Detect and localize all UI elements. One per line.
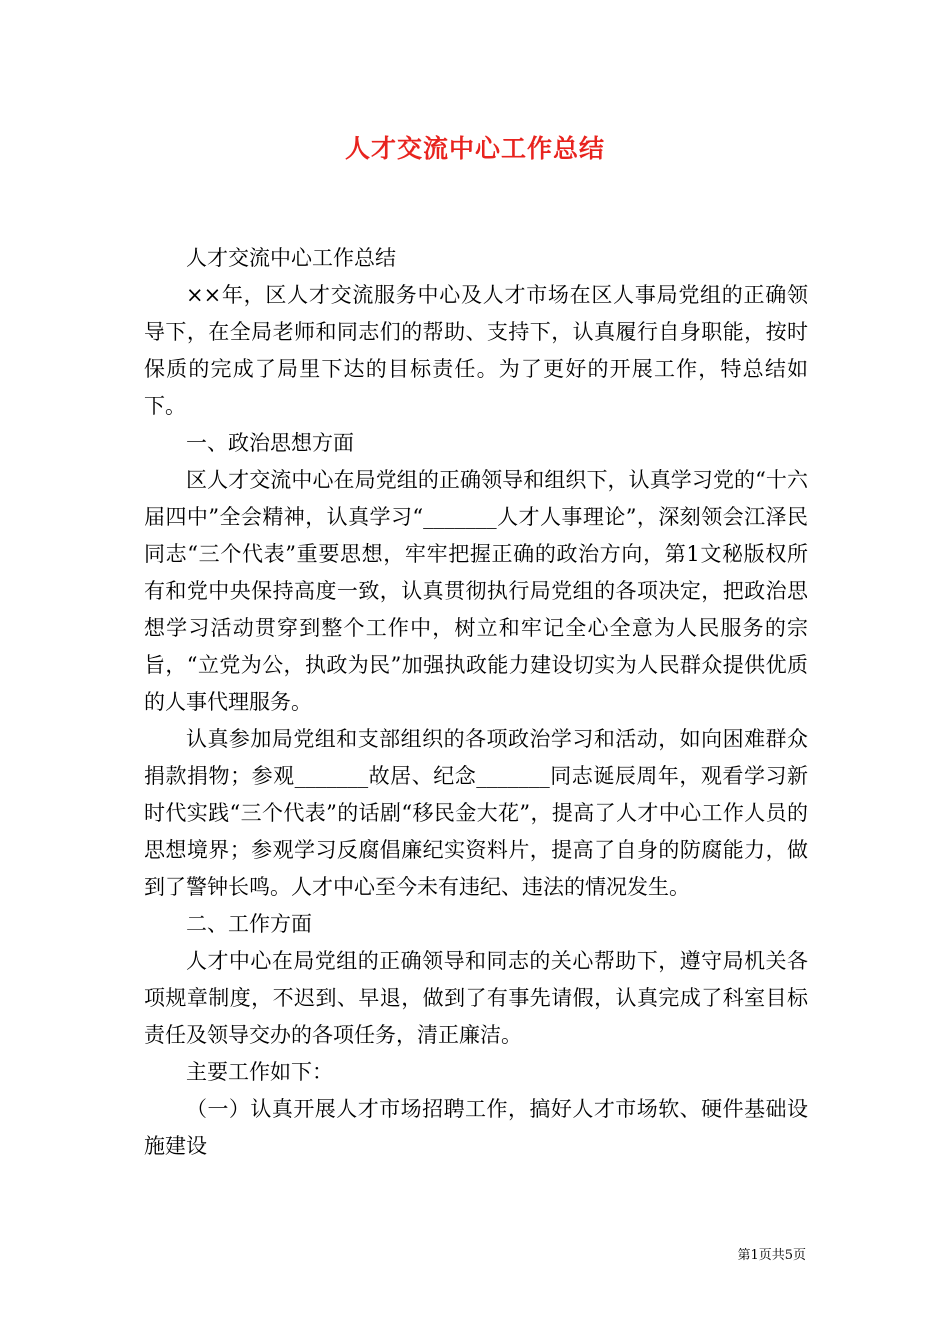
paragraph: 认真参加局党组和支部组织的各项政治学习和活动，如向困难群众捐款捐物；参观_______故居、纪念_______同志诞辰周年，观看学习新时代实践“三个代表”的话剧“移民金大花”，提高了人才中心工作人员的思想境界；参观学习反腐倡廉纪实资料片，提高了自身的防腐能力，做到了警钟长鸣。人才中心至今未有违纪、违法的情况发生。 bbox=[144, 727, 808, 899]
section-heading: 二、工作方面 bbox=[186, 912, 312, 936]
paragraph: ××年，区人才交流服务中心及人才市场在区人事局党组的正确领导下，在全局老师和同志们的帮助、支持下，认真履行自身职能，按时保质的完成了局里下达的目标责任。为了更好的开展工作，特总结如下。 bbox=[144, 283, 808, 418]
paragraph: 主要工作如下： bbox=[186, 1060, 333, 1084]
document-title: 人才交流中心工作总结 bbox=[344, 134, 605, 163]
page-number: 第1页共5页 bbox=[737, 1248, 806, 1263]
paragraph: 区人才交流中心在局党组的正确领导和组织下，认真学习党的“十六届四中”全会精神，认真学习“_______人才人事理论”，深刻领会江泽民同志“三个代表”重要思想，牢牢把握正确的政治方向，第1文秘版权所有和党中央保持高度一致，认真贯彻执行局党组的各项决定，把政治思想学习活动贯穿到整个工作中，树立和牢记全心全意为人民服务的宗旨，“立党为公，执政为民”加强执政能力建设切实为人民群众提供优质的人事代理服务。 bbox=[144, 468, 808, 714]
paragraph: （一）认真开展人才市场招聘工作，搞好人才市场软、硬件基础设施建设 bbox=[144, 1097, 808, 1158]
document-body bbox=[144, 240, 808, 1165]
section-heading: 一、政治思想方面 bbox=[186, 431, 354, 455]
paragraph: 人才中心在局党组的正确领导和同志的关心帮助下，遵守局机关各项规章制度，不迟到、早退，做到了有事先请假，认真完成了科室目标责任及领导交办的各项任务，清正廉洁。 bbox=[144, 949, 808, 1047]
paragraph: 人才交流中心工作总结 bbox=[186, 246, 396, 270]
